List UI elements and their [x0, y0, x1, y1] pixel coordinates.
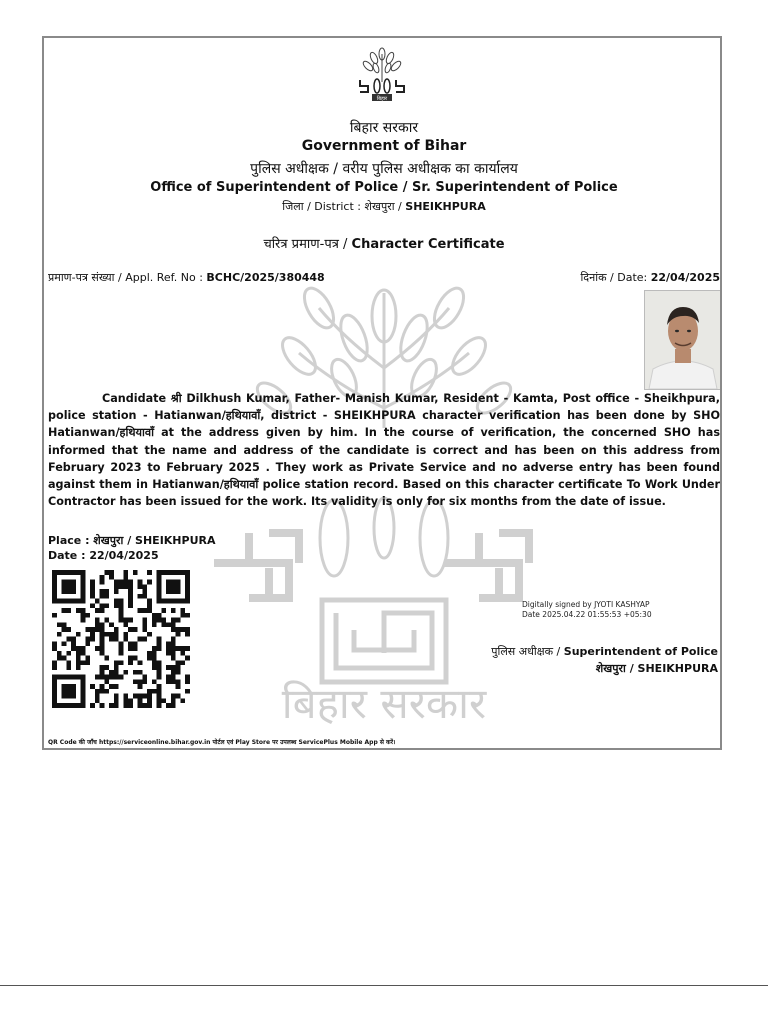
- signature-timestamp: Date 2025.04.22 01:55:53 +05:30: [522, 610, 652, 619]
- header-hindi-title: बिहार सरकार: [349, 120, 419, 136]
- signatory-district-text: शेखपुरा / SHEIKHPURA: [595, 662, 718, 675]
- signed-by: Digitally signed by JYOTI KASHYAP: [522, 600, 650, 609]
- candidate-photo: [644, 290, 722, 390]
- district-name: SHEIKHPURA: [405, 200, 486, 213]
- signatory-block: [491, 643, 718, 677]
- issue-date-value: 22/04/2025: [650, 271, 720, 284]
- designation-hindi: पुलिस अधीक्षक /: [491, 645, 564, 658]
- certificate-title: [44, 234, 722, 252]
- office-english: Office of Superintendent of Police / Sr. Superintendent of Police: [150, 180, 618, 195]
- district-line: [44, 199, 722, 214]
- certificate-title-english: Character Certificate: [351, 237, 505, 252]
- designation-english: Superintendent of Police: [563, 645, 718, 658]
- qr-code[interactable]: [52, 570, 190, 708]
- office-hindi: पुलिस अधीक्षक / वरीय पुलिस अधीक्षक का कार्यालय: [250, 161, 518, 177]
- qr-verification-note: QR Code की जाँच https://serviceonline.bihar.gov.in पोर्टल एवं Play Store पर उपलब्ध ServicePlus Mobile App से करें।: [48, 739, 396, 746]
- svg-text:बिहार: बिहार: [376, 96, 388, 102]
- district-prefix: जिला / District : शेखपुरा /: [282, 200, 406, 213]
- place-and-date: [48, 533, 216, 563]
- reference-value: BCHC/2025/380448: [206, 271, 325, 284]
- reference-number: [48, 270, 325, 285]
- date-line: Date : 22/04/2025: [48, 549, 159, 562]
- certificate-body: Candidate श्री Dilkhush Kumar, Father- Manish Kumar, Resident - Kamta, Post office - Sheikhpura, police station - Hatianwan/हथियावाँ, district - SHEIKHPURA character verification has been done by SHO Hatianwan/हथियावाँ at the address given by him. In the course of verification, the concerned SHO has informed that the name and address of the candidate is correct and has been on this address from February 2023 to February 2025 . They work as Private Service and no adverse entry has been found against them in Hatianwan/हथियावाँ police station record. Based on this character certificate To Work Under Contractor has been issued for the work. Its validity is only for six months from the date of issue.: [48, 392, 720, 509]
- watermark-text: बिहार सरकार: [281, 679, 487, 728]
- page-bottom-rule: [0, 985, 768, 986]
- signatory-designation: [491, 643, 718, 660]
- issue-date: [580, 270, 720, 285]
- issue-date-label: दिनांक / Date:: [580, 271, 651, 284]
- bihar-emblem-icon: [356, 46, 408, 102]
- digital-signature: [522, 600, 652, 620]
- character-certificate: [42, 36, 722, 750]
- place-line: Place : शेखपुरा / SHEIKHPURA: [48, 534, 216, 547]
- person-icon: [645, 291, 721, 389]
- header-english-title: Government of Bihar: [301, 138, 467, 154]
- signatory-district: [491, 660, 718, 677]
- reference-label: प्रमाण-पत्र संख्या / Appl. Ref. No :: [48, 271, 207, 284]
- certificate-title-hindi: चरित्र प्रमाण-पत्र /: [263, 237, 352, 252]
